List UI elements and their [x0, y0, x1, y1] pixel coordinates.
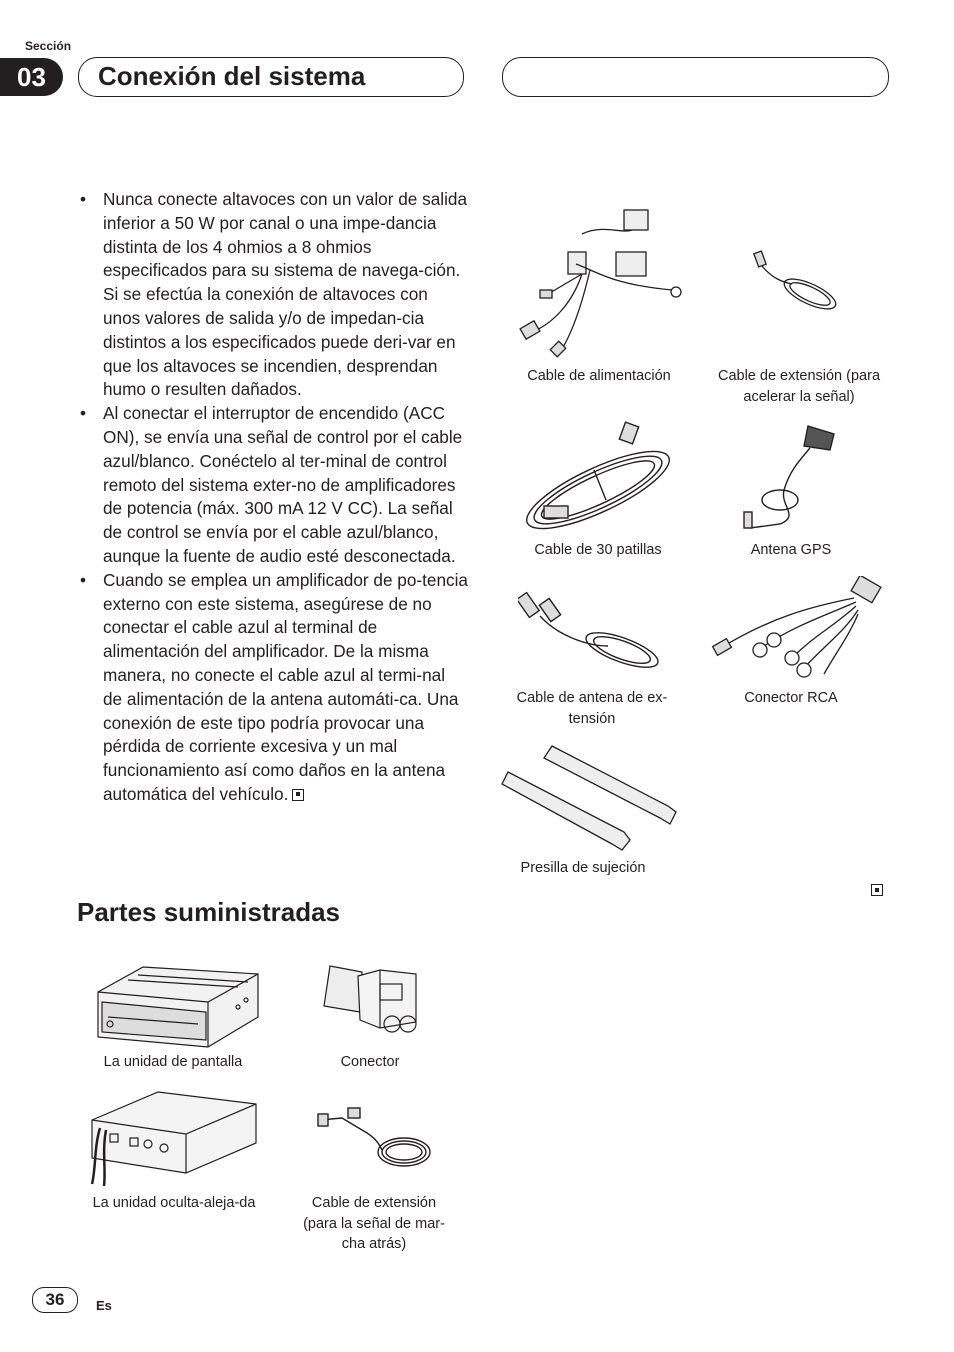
- page-number: 36: [32, 1287, 78, 1313]
- caption-clamp: Presilla de sujeción: [520, 860, 646, 876]
- rca-connector-illustration: [704, 576, 882, 682]
- antenna-ext-cable-illustration: [518, 586, 664, 674]
- section-number-badge: 03: [0, 58, 63, 96]
- section-heading: Partes suministradas: [77, 897, 341, 927]
- page-title: Conexión del sistema: [98, 61, 366, 91]
- caption-antenna-ext-cable: Cable de antena de ex-tensión: [516, 690, 668, 727]
- caption-connector: Conector: [340, 1054, 400, 1070]
- section-label: Sección: [25, 39, 72, 53]
- display-unit-illustration: [88, 962, 263, 1052]
- clamp-illustration: [500, 740, 682, 852]
- caption-speed-cable: Cable de extensión (para acelerar la señal): [717, 368, 881, 405]
- pin30-cable-illustration: [514, 420, 682, 530]
- reverse-cable-illustration: [312, 1100, 437, 1175]
- connector-illustration: [320, 962, 420, 1040]
- caption-hideaway-unit: La unidad oculta-aleja-da: [92, 1195, 256, 1211]
- caption-display-unit: La unidad de pantalla: [103, 1054, 243, 1070]
- caption-power-cable: Cable de alimentación: [527, 368, 671, 384]
- caption-pin30-cable: Cable de 30 patillas: [534, 542, 662, 558]
- end-of-section-icon: [871, 884, 883, 896]
- list-item: • Nunca conecte altavoces con un valor de salida inferior a 50 W por canal o una impe-dancia distinta de los 4 ohmios a 8 ohmios especificados para su sistema de navega-ción. Si se efectúa la conexión de altavoces con unos valores de salida y/o de impedan-cia distintos a los especificados puede deri-var en que los altavoces se incendien, desprendan humo o resulten dañados.: [78, 188, 468, 402]
- caption-rca-connector: Conector RCA: [744, 690, 838, 706]
- power-cable-illustration: [512, 204, 692, 362]
- caption-reverse-cable: Cable de extensión (para la señal de mar-cha atrás): [303, 1195, 445, 1252]
- list-item: • Al conectar el interruptor de encendido (ACC ON), se envía una señal de control por el cable azul/blanco. Conéctelo al ter-minal de control remoto del sistema exter-no de amplificadores de potencia (máx. 300 mA 12 V CC). La señal de control se envía por el cable azul/blanco, aunque la fuente de audio esté desconectada.: [78, 402, 468, 569]
- language-code: Es: [96, 1298, 112, 1313]
- caption-gps-antenna: Antena GPS: [750, 542, 832, 558]
- gps-antenna-illustration: [740, 420, 840, 538]
- warning-list: [78, 188, 468, 807]
- end-of-section-icon: [292, 789, 304, 801]
- speed-cable-illustration: [752, 248, 844, 320]
- list-item: • Cuando se emplea un amplificador de po-tencia externo con este sistema, asegúrese de no conectar el cable azul al terminal de alimentación del amplificador. De la misma manera, no conecte el cable azul al termi-nal de alimentación de la antena automáti-ca. Una conexión de este tipo podría provocar una pérdida de corriente excesiva y un mal funcionamiento así como daños en la antena automática del vehículo.: [78, 569, 468, 807]
- hideaway-unit-illustration: [86, 1088, 261, 1188]
- header-empty-frame: [502, 57, 889, 97]
